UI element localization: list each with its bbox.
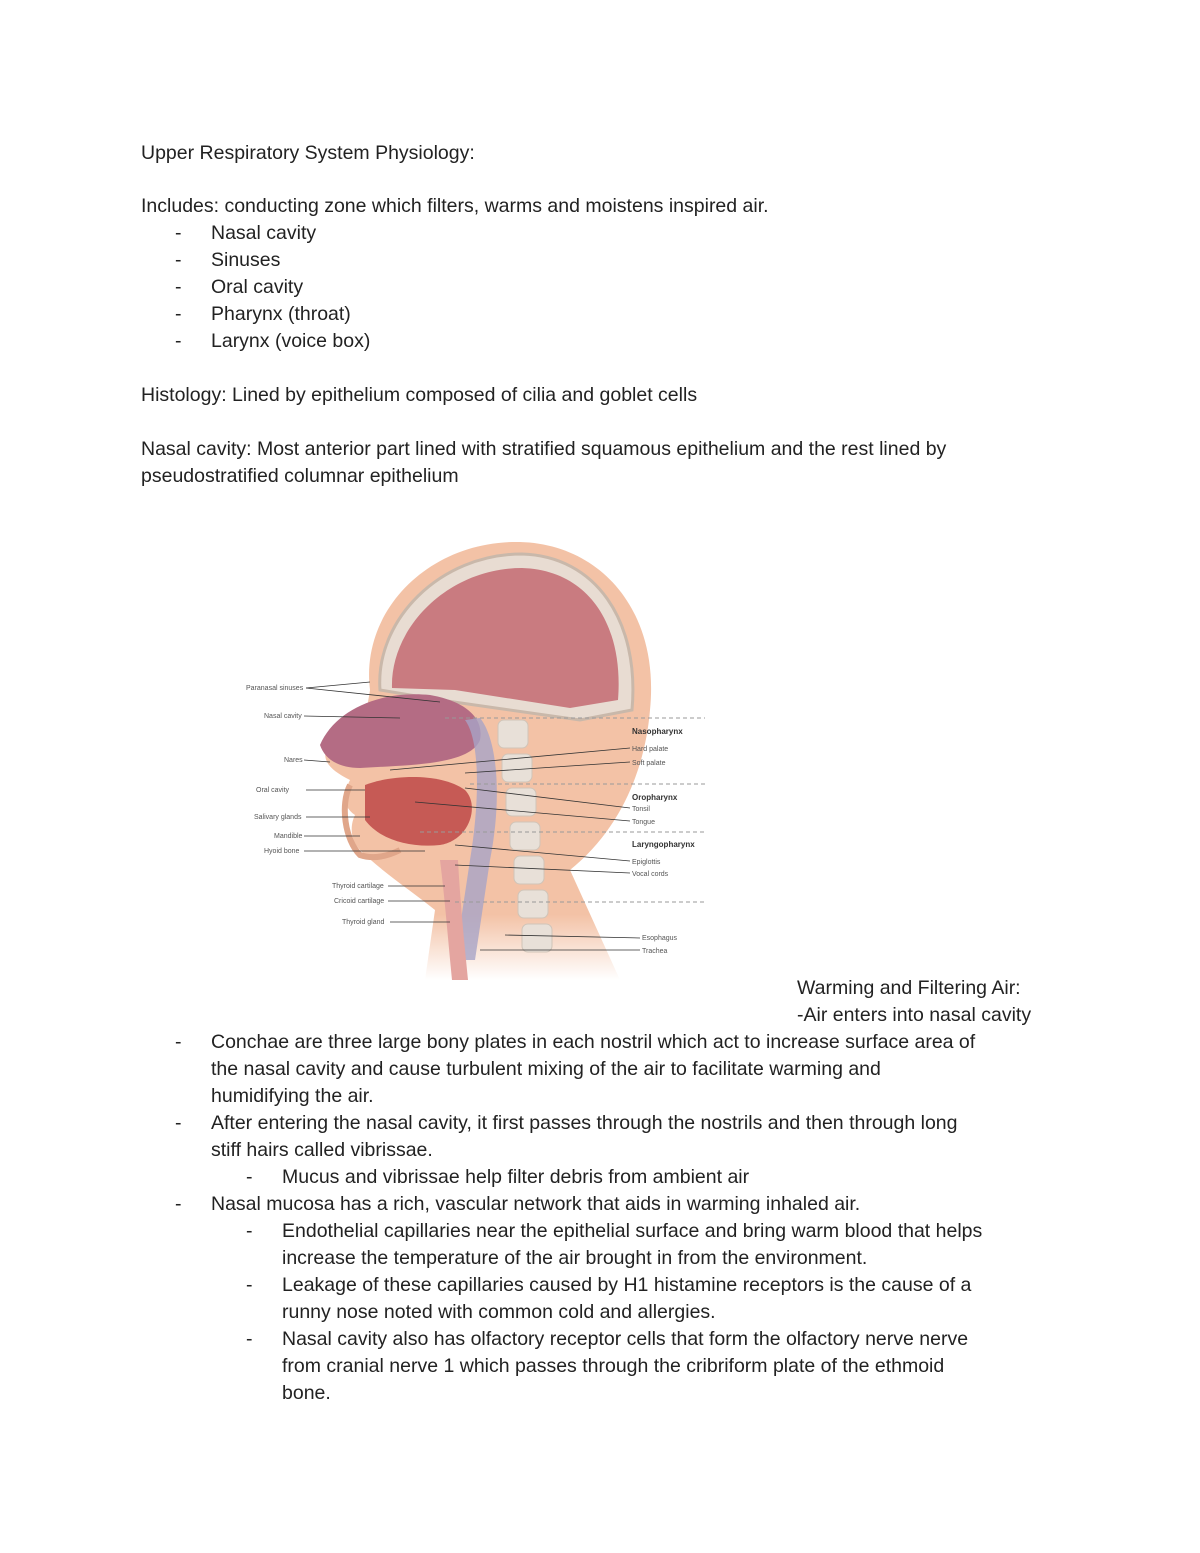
nasal-cavity [320, 694, 481, 768]
list-item: Pharynx (throat) [211, 303, 351, 325]
sub-bullet-olfactory-line3: bone. [282, 1382, 331, 1404]
label-hyoid-bone: Hyoid bone [264, 848, 300, 855]
list-item: Nasal cavity [211, 222, 317, 244]
includes-intro: Includes: conducting zone which filters, warms and moistens inspired air. [141, 195, 769, 217]
label-tonsil: Tonsil [632, 806, 650, 813]
label-salivary-glands: Salivary glands [254, 814, 302, 821]
sub-bullet-leakage-line1: Leakage of these capillaries caused by H1 histamine receptors is the cause of a [282, 1274, 972, 1296]
list-dash: - [175, 222, 182, 244]
heading-oropharynx: Oropharynx [632, 793, 678, 802]
label-tongue: Tongue [632, 819, 655, 826]
bullet-dash: - [175, 1031, 182, 1053]
page-title: Upper Respiratory System Physiology: [141, 142, 475, 164]
list-dash: - [175, 303, 182, 325]
list-item: Larynx (voice box) [211, 330, 371, 352]
list-dash: - [175, 276, 182, 298]
label-thyroid-cartilage: Thyroid cartilage [332, 883, 384, 890]
bullet-vibrissae-line2: stiff hairs called vibrissae. [211, 1139, 433, 1161]
sub-bullet-dash: - [246, 1166, 253, 1188]
list-dash: - [175, 330, 182, 352]
bullet-conchae-line1: Conchae are three large bony plates in each nostril which act to increase surface area of [211, 1031, 976, 1053]
bullet-dash: - [175, 1193, 182, 1215]
bullet-mucosa: Nasal mucosa has a rich, vascular network that aids in warming inhaled air. [211, 1193, 861, 1215]
label-oral-cavity: Oral cavity [256, 787, 290, 794]
sub-bullet-olfactory-line1: Nasal cavity also has olfactory receptor cells that form the olfactory nerve nerve [282, 1328, 969, 1350]
label-vocal-cords: Vocal cords [632, 871, 669, 878]
label-nares: Nares [284, 757, 303, 764]
sub-bullet-dash: - [246, 1328, 253, 1350]
bullet-conchae-line2: the nasal cavity and cause turbulent mixing of the air to facilitate warming and [211, 1058, 881, 1080]
sub-bullet-dash: - [246, 1274, 253, 1296]
warming-heading: Warming and Filtering Air: [797, 977, 1021, 999]
warming-sub: -Air enters into nasal cavity [797, 1004, 1032, 1026]
label-hard-palate: Hard palate [632, 746, 669, 753]
sub-bullet-capillaries-line2: increase the temperature of the air brought in from the environment. [282, 1247, 868, 1269]
label-esophagus: Esophagus [642, 935, 678, 942]
heading-nasopharynx: Nasopharynx [632, 727, 683, 736]
bullet-conchae-line3: humidifying the air. [211, 1085, 374, 1107]
list-item: Oral cavity [211, 276, 304, 298]
sub-bullet-capillaries-line1: Endothelial capillaries near the epithelial surface and bring warm blood that helps [282, 1220, 983, 1242]
label-epiglottis: Epiglottis [632, 859, 661, 866]
label-cricoid-cartilage: Cricoid cartilage [334, 898, 385, 905]
heading-laryngopharynx: Laryngopharynx [632, 840, 695, 849]
sub-bullet-mucus: Mucus and vibrissae help filter debris from ambient air [282, 1166, 750, 1188]
label-paranasal-sinuses: Paranasal sinuses [246, 685, 304, 692]
sub-bullet-dash: - [246, 1220, 253, 1242]
anatomy-figure [240, 540, 720, 980]
label-thyroid-gland: Thyroid gland [342, 919, 385, 926]
label-mandible: Mandible [274, 833, 303, 840]
sub-bullet-leakage-line2: runny nose noted with common cold and allergies. [282, 1301, 716, 1323]
head-neck-diagram [240, 540, 720, 980]
list-dash: - [175, 249, 182, 271]
bullet-vibrissae-line1: After entering the nasal cavity, it first passes through the nostrils and then through long [211, 1112, 958, 1134]
bullet-dash: - [175, 1112, 182, 1134]
label-trachea: Trachea [642, 948, 668, 955]
label-nasal-cavity: Nasal cavity [264, 713, 302, 720]
label-soft-palate: Soft palate [632, 760, 666, 767]
histology-text: Histology: Lined by epithelium composed of cilia and goblet cells [141, 384, 698, 406]
sub-bullet-olfactory-line2: from cranial nerve 1 which passes through the cribriform plate of the ethmoid [282, 1355, 945, 1377]
nasal-text-line2: pseudostratified columnar epithelium [141, 465, 459, 487]
nasal-text-line1: Nasal cavity: Most anterior part lined with stratified squamous epithelium and the rest lined by [141, 438, 947, 460]
list-item: Sinuses [211, 249, 281, 271]
